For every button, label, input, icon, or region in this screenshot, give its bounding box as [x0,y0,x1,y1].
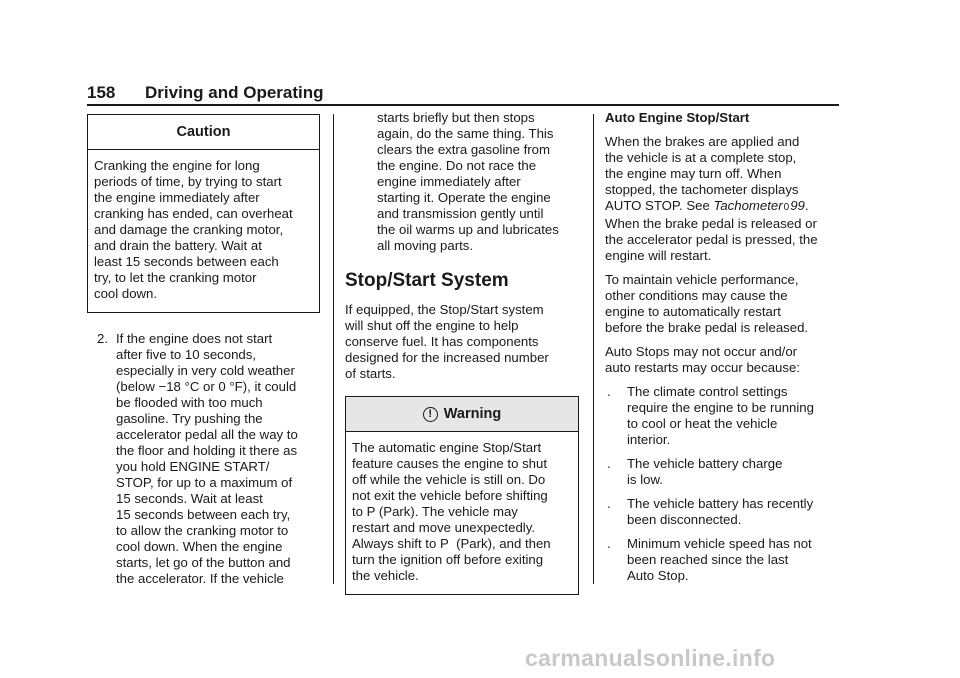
caution-box [87,114,320,313]
step-line: you hold ENGINE START/ [116,459,270,474]
para-line: the vehicle is at a complete stop, [605,150,797,165]
warning-line: off while the vehicle is still on. Do [352,472,546,487]
list-line: Minimum vehicle speed has not [627,536,812,551]
step-line: all moving parts. [377,238,474,253]
list-line: is low. [627,472,663,487]
para-line: To maintain vehicle performance, [605,272,799,287]
para-line: When the brakes are applied and [605,134,800,149]
warning-header [346,397,578,432]
step-line: the engine. Do not race the [377,158,537,173]
warning-line: not exit the vehicle before shifting [352,488,548,503]
column-divider [593,114,594,584]
warning-line: restart and move unexpectedly. [352,520,536,535]
list-line: to cool or heat the vehicle [627,416,778,431]
para-line: When the brake pedal is released or [605,216,817,231]
caution-body [88,150,319,312]
step-line: the accelerator. If the vehicle [116,571,284,586]
caution-line: Cranking the engine for long [94,158,260,173]
step-line: starts briefly but then stops [377,110,535,125]
step-line: be flooded with too much [116,395,263,410]
para-line: other conditions may cause the [605,288,788,303]
list-item [605,496,839,528]
step-line: again, do the same thing. This [377,126,554,141]
step-line: starting it. Operate the engine [377,190,551,205]
list-line: interior. [627,432,671,447]
step-line: to allow the cranking motor to [116,523,289,538]
intro-line: will shut off the engine to help [345,318,519,333]
caution-line: and damage the cranking motor, [94,222,284,237]
page-ref-icon: 0 [783,202,790,213]
list-item [605,456,839,488]
list-line: The climate control settings [627,384,788,399]
para-text: AUTO STOP. See [605,198,714,213]
step-line: STOP, for up to a maximum of [116,475,293,490]
tachometer-page-link[interactable]: 99 [790,198,805,213]
auto-stop-para-2 [605,272,839,336]
para-line: engine will restart. [605,248,712,263]
warning-line: to P (Park). The vehicle may [352,504,518,519]
para-text: . [804,198,809,213]
step-line: engine immediately after [377,174,521,189]
caution-line: periods of time, by trying to start [94,174,282,189]
step-line: the oil warms up and lubricates [377,222,559,237]
para-line [605,198,839,216]
column-middle [345,110,579,595]
list-line: The vehicle battery charge [627,456,783,471]
intro-line: If equipped, the Stop/Start system [345,302,544,317]
step-line: (below −18 °C or 0 °F), it could [116,379,297,394]
step-number: 2. [97,331,108,346]
intro-line: of starts. [345,366,396,381]
warning-line: feature causes the engine to shut [352,456,548,471]
list-line: The vehicle battery has recently [627,496,814,511]
caution-line: try, to let the cranking motor [94,270,257,285]
tachometer-link[interactable]: Tachometer [713,198,783,213]
condition-list [605,384,839,584]
auto-stop-para-1 [605,134,839,264]
warning-body [346,432,578,594]
list-line: require the engine to be running [627,400,814,415]
para-line: before the brake pedal is released. [605,320,809,335]
warning-box [345,396,579,595]
bullet-icon: . [607,456,611,471]
para-line: the engine may turn off. When [605,166,782,181]
para-line: engine to automatically restart [605,304,781,319]
watermark: carmanualsonline.info [525,645,776,671]
auto-stop-heading: Auto Engine Stop/Start [605,110,750,125]
step-2 [87,331,320,587]
step-line: the floor and holding it there as [116,443,298,458]
page-header [87,83,839,105]
stop-start-intro [345,302,579,382]
para-line: Auto Stops may not occur and/or [605,344,798,359]
caution-line: the engine immediately after [94,190,260,205]
warning-line: the vehicle. [352,568,419,583]
caution-line: cool down. [94,286,158,301]
bullet-icon: . [607,384,611,399]
list-line: Auto Stop. [627,568,689,583]
stop-start-heading: Stop/Start System [345,270,509,291]
step-line: clears the extra gasoline from [377,142,550,157]
bullet-icon: . [607,496,611,511]
caution-line: least 15 seconds between each [94,254,279,269]
caution-line: cranking has ended, can overheat [94,206,293,221]
list-line: been disconnected. [627,512,742,527]
warning-line: The automatic engine Stop/Start [352,440,542,455]
caution-title: Caution [88,115,319,150]
step-line: 15 seconds. Wait at least [116,491,263,506]
para-line: stopped, the tachometer displays [605,182,799,197]
step-line: cool down. When the engine [116,539,283,554]
warning-icon: ! [423,407,438,422]
warning-line: turn the ignition off before exiting [352,552,544,567]
warning-line: Always shift to P (Park), and then [352,536,551,551]
step-line: after five to 10 seconds, [116,347,257,362]
step-line: 15 seconds between each try, [116,507,291,522]
step-line: especially in very cold weather [116,363,295,378]
column-right [605,110,839,592]
step-2-continued [345,110,579,254]
column-left [87,114,320,587]
bullet-icon: . [607,536,611,551]
intro-line: conserve fuel. It has components [345,334,539,349]
list-line: been reached since the last [627,552,789,567]
caution-line: and drain the battery. Wait at [94,238,262,253]
step-line: If the engine does not start [116,331,273,346]
list-item [605,384,839,448]
step-line: gasoline. Try pushing the [116,411,263,426]
list-item [605,536,839,584]
header-rule [87,104,839,106]
para-line: auto restarts may occur because: [605,360,800,375]
auto-stop-para-3 [605,344,839,376]
para-line: the accelerator pedal is pressed, the [605,232,818,247]
section-title: Driving and Operating [145,83,324,102]
step-line: accelerator pedal all the way to [116,427,298,442]
column-divider [333,114,334,584]
page-number: 158 [87,83,116,102]
warning-title: Warning [443,406,502,422]
intro-line: designed for the increased number [345,350,549,365]
step-line: and transmission gently until [377,206,544,221]
step-line: starts, let go of the button and [116,555,291,570]
